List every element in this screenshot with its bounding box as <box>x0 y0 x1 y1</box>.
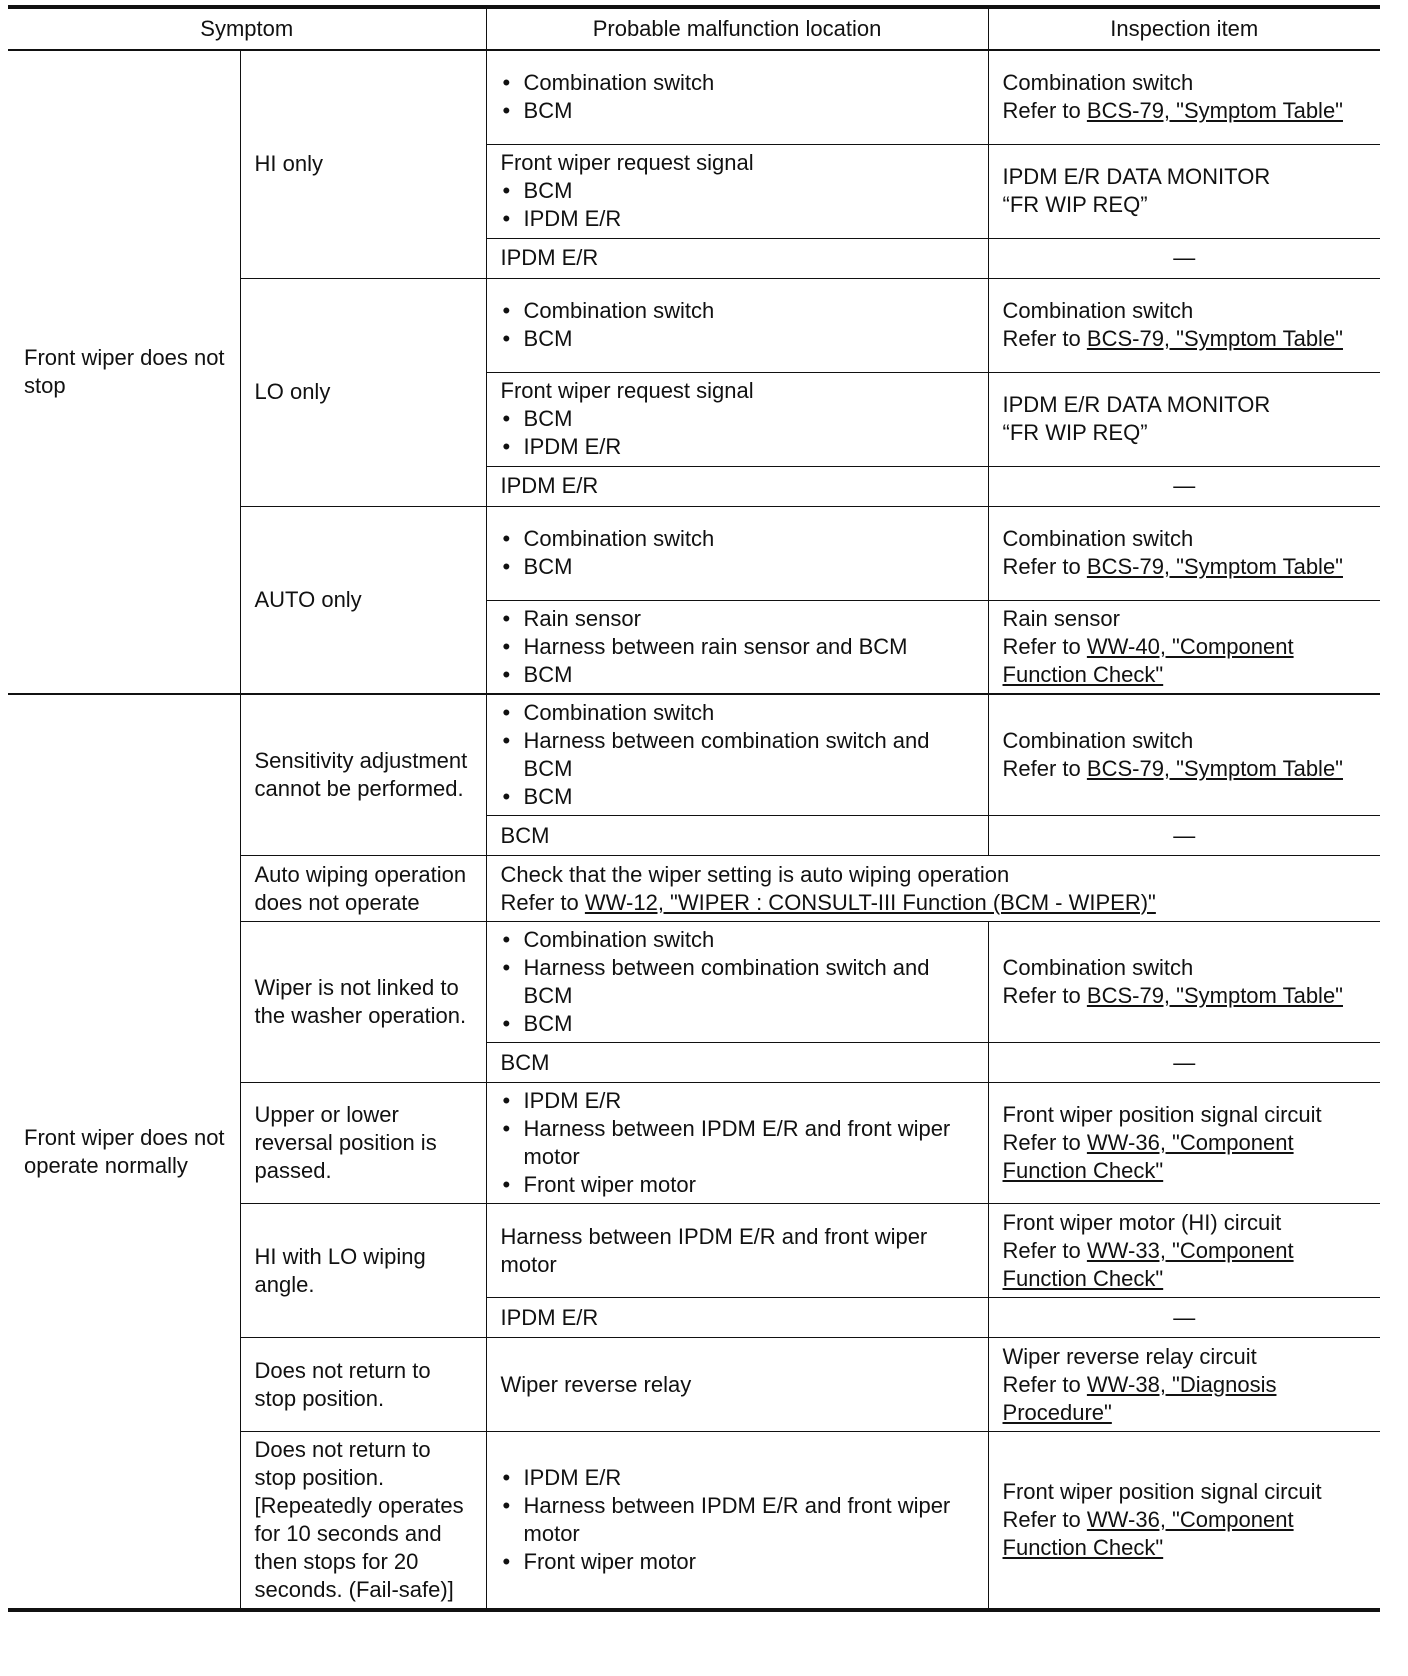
reference-link[interactable]: WW-36, "Component Function Check" <box>1002 1507 1294 1560</box>
symptom-category: Front wiper does not stop <box>8 50 240 694</box>
dash: — <box>1173 822 1196 848</box>
symptom-condition: Auto wiping operation does not operate <box>240 856 486 922</box>
location-item: • BCM <box>501 405 974 433</box>
refer-prefix: Refer to <box>1002 1507 1087 1532</box>
location-list <box>501 699 974 811</box>
malfunction-location <box>486 466 988 506</box>
refer-line <box>1003 553 1367 581</box>
location-item: • BCM <box>501 661 974 689</box>
symptom-condition: Sensitivity adjustment cannot be performed. <box>240 694 486 856</box>
refer-prefix: Refer to <box>1002 98 1087 124</box>
refer-prefix: Refer to <box>1002 1237 1087 1263</box>
location-title: Front wiper request signal <box>500 378 754 403</box>
malfunction-location <box>486 144 988 238</box>
refer-line <box>1003 633 1367 689</box>
inspection-item <box>988 1432 1380 1611</box>
header-row <box>8 7 1380 50</box>
symptom-table-document <box>8 5 1380 1612</box>
refer-line <box>1003 1237 1367 1293</box>
location-item: • Combination switch <box>501 699 974 727</box>
inspection-item <box>988 1083 1380 1204</box>
malfunction-location <box>486 1083 988 1204</box>
dash: — <box>1173 473 1196 498</box>
location-item: • BCM <box>501 325 974 353</box>
reference-link[interactable]: WW-12, "WIPER : CONSULT-III Function (BCM - WIPER)" <box>584 889 1156 915</box>
inspection-item <box>988 1298 1380 1338</box>
refer-line <box>1003 755 1367 783</box>
inspection-title: Front wiper position signal circuit <box>1002 1479 1322 1504</box>
location-item: • BCM <box>501 783 974 811</box>
refer-prefix: Refer to <box>1002 326 1087 351</box>
merged-location-inspection <box>486 856 1380 922</box>
reference-link[interactable]: BCS-79, "Symptom Table" <box>1086 983 1343 1008</box>
symptom-condition: AUTO only <box>240 506 486 694</box>
refer-prefix: Refer to <box>1002 1130 1087 1155</box>
symptom-table <box>8 5 1380 1612</box>
location-item: • Combination switch <box>501 69 974 97</box>
location-item: • Harness between IPDM E/R and front wiper motor <box>501 1115 974 1171</box>
dash: — <box>1173 1304 1196 1330</box>
reference-link[interactable]: WW-36, "Component Function Check" <box>1002 1130 1294 1183</box>
symptom-category: Front wiper does not operate normally <box>8 694 240 1610</box>
refer-prefix: Refer to <box>1002 756 1087 781</box>
symptom-condition: Upper or lower reversal position is passed. <box>240 1083 486 1204</box>
inspection-item <box>988 506 1380 600</box>
malfunction-location <box>486 922 988 1043</box>
malfunction-location <box>486 372 988 466</box>
inspection-line: “FR WIP REQ” <box>1002 192 1148 217</box>
dash: — <box>1173 245 1196 270</box>
symptom-condition: Does not return to stop position. [Repeatedly operates for 10 seconds and then stops for 20 seconds. (Fail-safe)] <box>240 1432 486 1611</box>
reference-link[interactable]: WW-40, "Component Function Check" <box>1002 633 1294 687</box>
location-title: Wiper reverse relay <box>500 1371 692 1397</box>
inspection-item <box>988 372 1380 466</box>
location-title: BCM <box>500 1049 550 1075</box>
inspection-item <box>988 466 1380 506</box>
reference-link[interactable]: WW-38, "Diagnosis Procedure" <box>1002 1371 1277 1425</box>
refer-prefix: Refer to <box>500 889 585 915</box>
refer-prefix: Refer to <box>1002 554 1087 579</box>
inspection-item <box>988 694 1380 816</box>
inspection-item <box>988 238 1380 278</box>
inspection-title: Wiper reverse relay circuit <box>1002 1343 1257 1369</box>
malfunction-location <box>486 506 988 600</box>
location-item: • Front wiper motor <box>501 1171 974 1199</box>
inspection-item <box>988 278 1380 372</box>
location-item: • Harness between combination switch and BCM <box>501 954 974 1010</box>
location-list <box>501 525 974 581</box>
location-item: • BCM <box>501 553 974 581</box>
location-item: • IPDM E/R <box>501 1464 974 1492</box>
header-inspection: Inspection item <box>988 7 1380 50</box>
refer-line <box>1003 1506 1367 1562</box>
refer-prefix: Refer to <box>1002 633 1087 659</box>
reference-link[interactable]: BCS-79, "Symptom Table" <box>1086 554 1343 579</box>
inspection-line: IPDM E/R DATA MONITOR <box>1002 164 1271 189</box>
location-item: • IPDM E/R <box>501 1087 974 1115</box>
location-item: • Harness between IPDM E/R and front wiper motor <box>501 1492 974 1548</box>
refer-line <box>501 889 1367 917</box>
inspection-item <box>988 922 1380 1043</box>
location-title: Front wiper request signal <box>500 150 754 175</box>
symptom-condition: HI only <box>240 50 486 278</box>
location-list <box>501 69 974 125</box>
table-header <box>8 7 1380 50</box>
inspection-item <box>988 1043 1380 1083</box>
table-row <box>8 694 1380 816</box>
inspection-title: Combination switch <box>1002 526 1194 551</box>
location-item: • Combination switch <box>501 525 974 553</box>
inspection-item <box>988 816 1380 856</box>
location-item: • Harness between rain sensor and BCM <box>501 633 974 661</box>
location-title: Harness between IPDM E/R and front wiper motor <box>500 1223 928 1277</box>
refer-prefix: Refer to <box>1002 1371 1087 1397</box>
location-list <box>501 177 974 233</box>
symptom-condition: HI with LO wiping angle. <box>240 1204 486 1338</box>
location-list <box>501 297 974 353</box>
malfunction-location <box>486 1043 988 1083</box>
refer-line <box>1003 982 1367 1010</box>
location-title: IPDM E/R <box>500 1304 599 1330</box>
refer-line <box>1003 97 1367 125</box>
malfunction-location <box>486 694 988 816</box>
symptom-condition: Does not return to stop position. <box>240 1338 486 1432</box>
inspection-item <box>988 50 1380 144</box>
malfunction-location <box>486 1298 988 1338</box>
reference-link[interactable]: WW-33, "Component Function Check" <box>1002 1237 1294 1291</box>
malfunction-location <box>486 1338 988 1432</box>
location-item: • Rain sensor <box>501 605 974 633</box>
inspection-title: Front wiper position signal circuit <box>1002 1102 1322 1127</box>
refer-line <box>1003 1371 1367 1427</box>
location-item: • BCM <box>501 177 974 205</box>
location-item: • Harness between combination switch and BCM <box>501 727 974 783</box>
malfunction-location <box>486 50 988 144</box>
malfunction-location <box>486 238 988 278</box>
symptom-condition: LO only <box>240 278 486 506</box>
location-title: IPDM E/R <box>500 245 599 270</box>
inspection-title: Combination switch <box>1002 728 1194 753</box>
location-item: • Front wiper motor <box>501 1548 974 1576</box>
inspection-title: Combination switch <box>1002 70 1194 96</box>
location-list <box>501 605 974 689</box>
reference-link[interactable]: BCS-79, "Symptom Table" <box>1086 756 1343 781</box>
location-list <box>501 926 974 1038</box>
inspection-title: Front wiper motor (HI) circuit <box>1002 1209 1282 1235</box>
malfunction-location <box>486 1432 988 1611</box>
symptom-condition: Wiper is not linked to the washer operation. <box>240 922 486 1083</box>
refer-line <box>1003 325 1367 353</box>
location-item: • IPDM E/R <box>501 433 974 461</box>
inspection-item <box>988 600 1380 694</box>
inspection-item <box>988 1204 1380 1298</box>
malfunction-location <box>486 278 988 372</box>
inspection-item <box>988 144 1380 238</box>
check-instruction: Check that the wiper setting is auto wiping operation <box>500 861 1010 887</box>
location-item: • Combination switch <box>501 926 974 954</box>
malfunction-location <box>486 1204 988 1298</box>
location-item: • BCM <box>501 97 974 125</box>
table-body <box>8 50 1380 1610</box>
refer-line <box>1003 1129 1367 1185</box>
malfunction-location <box>486 816 988 856</box>
inspection-line: “FR WIP REQ” <box>1002 420 1148 445</box>
location-item: • BCM <box>501 1010 974 1038</box>
reference-link[interactable]: BCS-79, "Symptom Table" <box>1086 326 1343 351</box>
inspection-line: IPDM E/R DATA MONITOR <box>1002 392 1271 417</box>
header-symptom: Symptom <box>200 16 294 41</box>
location-list <box>501 1087 974 1199</box>
location-item: • IPDM E/R <box>501 205 974 233</box>
inspection-title: Combination switch <box>1002 298 1194 323</box>
table-row <box>8 50 1380 144</box>
reference-link[interactable]: BCS-79, "Symptom Table" <box>1086 98 1343 124</box>
refer-prefix: Refer to <box>1002 983 1087 1008</box>
inspection-title: Rain sensor <box>1002 605 1120 631</box>
location-list <box>501 1464 974 1576</box>
inspection-item <box>988 1338 1380 1432</box>
dash: — <box>1173 1049 1196 1075</box>
location-title: BCM <box>500 822 550 848</box>
location-item: • Combination switch <box>501 297 974 325</box>
malfunction-location <box>486 600 988 694</box>
location-list <box>501 405 974 461</box>
location-title: IPDM E/R <box>500 473 599 498</box>
header-location: Probable malfunction location <box>486 7 988 50</box>
inspection-title: Combination switch <box>1002 955 1194 980</box>
